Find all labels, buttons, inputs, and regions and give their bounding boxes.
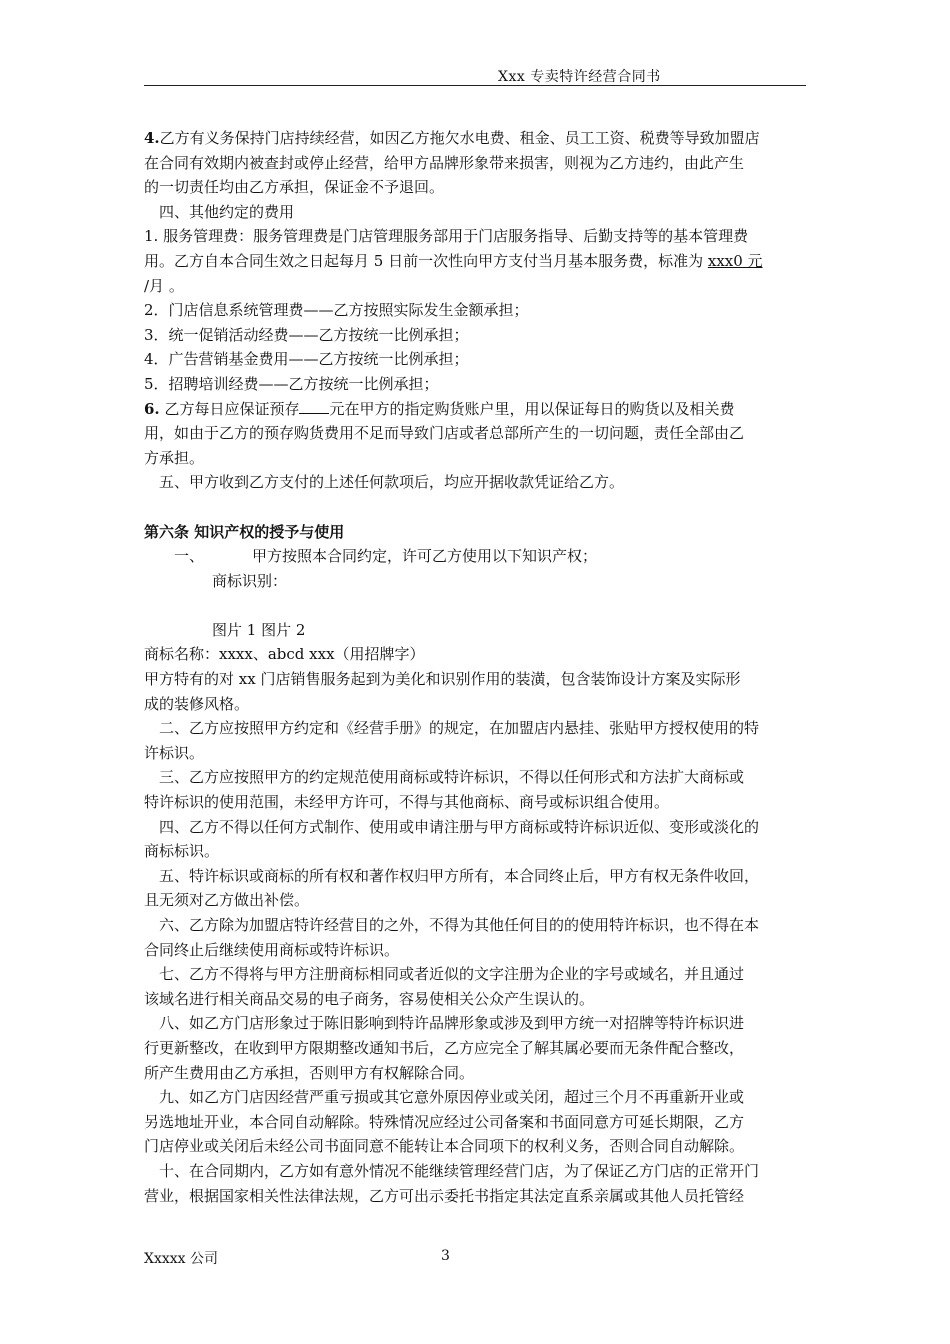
paragraph-line: 商标标识。: [144, 842, 220, 861]
trademark-label: 商标识别：: [212, 571, 288, 590]
paragraph-line: 特许标识的使用范围，未经甲方许可，不得与其他商标、商号或标识组合使用。: [144, 793, 670, 812]
paragraph-line: [144, 126, 808, 151]
paragraph-line: 在合同有效期内被查封或停止经营，给甲方品牌形象带来损害，则视为乙方违约，由此产生: [144, 153, 745, 172]
image-placeholders: 图片 1 图片 2: [212, 620, 306, 639]
list-item: 2．门店信息系统管理费——乙方按照实际发生金额承担；: [144, 301, 529, 320]
paragraph-line: 方承担。: [144, 448, 205, 467]
item-number: 一、: [174, 547, 205, 566]
document-body: [144, 126, 808, 1208]
text: 乙方每日应保证预存: [159, 399, 300, 418]
text: 甲方按照本合同约定，许可乙方使用以下知识产权；: [252, 547, 598, 566]
clause-line: 九、如乙方门店因经营严重亏损或其它意外原因停业或关闭，超过三个月不再重新开业或: [159, 1088, 745, 1107]
paragraph-line: /月 。: [144, 276, 184, 295]
paragraph-line: 合同终止后继续使用商标或特许标识。: [144, 940, 400, 959]
list-item: 3．统一促销活动经费——乙方按统一比例承担；: [144, 325, 469, 344]
text: 元在甲方的指定购货账户里，用以保证每日的购货以及相关费: [329, 399, 735, 418]
header-rule: [144, 85, 806, 86]
clause-line: 六、乙方除为加盟店特许经营目的之外，不得为其他任何目的的使用特许标识，也不得在本: [159, 916, 760, 934]
clause-line: 三、乙方应按照甲方的约定规范使用商标或特许标识，不得以任何形式和方法扩大商标或: [159, 768, 745, 787]
clause-line: 十、在合同期内，乙方如有意外情况不能继续管理经营门店，为了保证乙方门店的正常开门: [159, 1161, 760, 1180]
clause-line: 四、乙方不得以任何方式制作、使用或申请注册与甲方商标或特许标识近似、变形或淡化的: [159, 817, 760, 836]
paragraph-line: 该域名进行相关商品交易的电子商务，容易使相关公众产生误认的。: [144, 989, 595, 1008]
paragraph-line: 成的装修风格。: [144, 694, 250, 713]
paragraph-line: 甲方特有的对 xx 门店销售服务起到为美化和识别作用的装潢，包含装饰设计方案及实际形: [144, 670, 741, 689]
paragraph-line: [144, 249, 808, 274]
paragraph-line: [144, 397, 808, 422]
list-item: 4．广告营销基金费用——乙方按统一比例承担；: [144, 350, 469, 369]
paragraph-line: 所产生费用由乙方承担，否则甲方有权解除合同。: [144, 1063, 475, 1082]
list-item: 5．招聘培训经费——乙方按统一比例承担；: [144, 374, 439, 393]
item-number: 4.: [144, 129, 160, 147]
fee-amount: xxx0 元: [707, 251, 763, 270]
paragraph-line: 许标识。: [144, 743, 205, 762]
section-heading: 五、甲方收到乙方支付的上述任何款项后，均应开据收款凭证给乙方。: [159, 473, 625, 492]
text: 乙方有义务保持门店持续经营，如因乙方拖欠水电费、租金、员工工资、税费等导致加盟店: [159, 129, 760, 147]
paragraph-line: 的一切责任均由乙方承担，保证金不予退回。: [144, 178, 445, 197]
clause-line: 五、特许标识或商标的所有权和著作权归甲方所有，本合同终止后，甲方有权无条件收回，: [159, 866, 760, 885]
spacer: [144, 593, 808, 618]
footer-company: Xxxxx 公司: [144, 1251, 218, 1267]
trademark-name: 商标名称：xxxx、abcd xxx（用招牌字）: [144, 645, 425, 664]
item-number: 6.: [144, 399, 160, 418]
blank-field: [299, 399, 329, 414]
paragraph-line: [144, 544, 808, 569]
text: 用。乙方自本合同生效之日起每月 5 日前一次性向甲方支付当月基本服务费，标准为: [144, 251, 708, 270]
spacer: [144, 495, 808, 520]
paragraph-line: 营业，根据国家相关性法律法规，乙方可出示委托书指定其法定直系亲属或其他人员托管经: [144, 1186, 745, 1205]
header-title: Xxx 专卖特许经营合同书: [498, 69, 661, 85]
paragraph-line: 1. 服务管理费：服务管理费是门店管理服务部用于门店服务指导、后勤支持等的基本管理费: [144, 227, 749, 246]
paragraph-line: 行更新整改，在收到甲方限期整改通知书后，乙方应完全了解其属必要而无条件配合整改，: [144, 1038, 745, 1057]
clause-line: 七、乙方不得将与甲方注册商标相同或者近似的文字注册为企业的字号或域名，并且通过: [159, 965, 745, 984]
paragraph-line: 且无须对乙方做出补偿。: [144, 891, 310, 910]
article-title: 第六条 知识产权的授予与使用: [144, 522, 345, 541]
clause-line: 二、乙方应按照甲方约定和《经营手册》的规定，在加盟店内悬挂、张贴甲方授权使用的特: [159, 719, 760, 738]
clause-line: 八、如乙方门店形象过于陈旧影响到特许品牌形象或涉及到甲方统一对招牌等特许标识进: [159, 1014, 745, 1033]
page-number: 3: [441, 1248, 450, 1264]
paragraph-line: 另选地址开业，本合同自动解除。特殊情况应经过公司备案和书面同意方可延长期限，乙方: [144, 1112, 745, 1131]
section-heading: 四、其他约定的费用: [159, 202, 295, 221]
paragraph-line: 用，如由于乙方的预存购货费用不足而导致门店或者总部所产生的一切问题，责任全部由乙: [144, 424, 745, 443]
paragraph-line: 门店停业或关闭后未经公司书面同意不能转让本合同项下的权利义务，否则合同自动解除。: [144, 1137, 745, 1156]
